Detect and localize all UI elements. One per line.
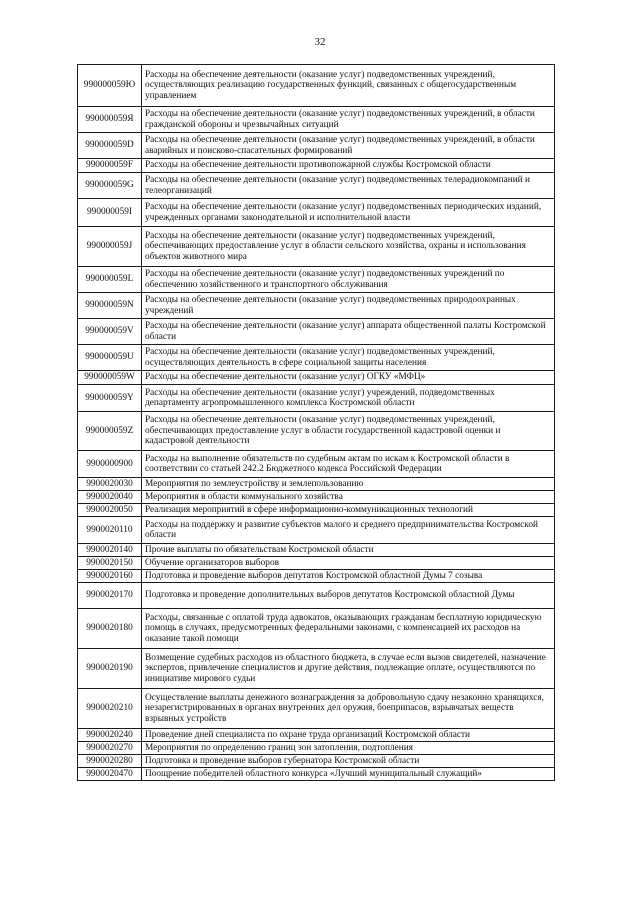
row-code: 9900020040	[78, 491, 142, 504]
row-description: Расходы на обеспечение деятельности (оказание услуг) подведомственных учреждений, обеспечивающих предоставление услуг в области государственной кадастровой оценки и кадастровой деятельности	[142, 412, 555, 451]
table-row	[78, 570, 555, 583]
row-description: Расходы на обеспечение деятельности (оказание услуг) подведомственных учреждений, в области гражданской обороны и чрезвычайных ситуаций	[142, 107, 555, 133]
row-description: Расходы на обеспечение деятельности (оказание услуг) подведомственных учреждений по обеспечению хозяйственного и транспортного обслуживания	[142, 267, 555, 293]
row-code: 9900020190	[78, 649, 142, 689]
row-description: Расходы на обеспечение деятельности (оказание услуг) ОГКУ «МФЦ»	[142, 371, 555, 385]
row-description: Обучение организаторов выборов	[142, 557, 555, 570]
row-code: 990000059Y	[78, 385, 142, 412]
row-description: Поощрение победителей областного конкурса «Лучший муниципальный служащий»	[142, 768, 555, 781]
table-row	[78, 107, 555, 133]
table-row	[78, 385, 555, 412]
row-code: 9900020180	[78, 609, 142, 649]
row-code: 990000059G	[78, 173, 142, 199]
row-code: 9900020470	[78, 768, 142, 781]
table-row	[78, 173, 555, 199]
row-description: Расходы на обеспечение деятельности (оказание услуг) подведомственных природоохранных учреждений	[142, 293, 555, 319]
row-code: 9900020030	[78, 478, 142, 491]
row-description: Расходы на обеспечение деятельности (оказание услуг) подведомственных учреждений, осуществляющих реализацию государственных функций, связанных с общегосударственным управлением	[142, 65, 555, 107]
row-description: Расходы на обеспечение деятельности (оказание услуг) аппарата общественной палаты Костромской области	[142, 319, 555, 345]
table-row	[78, 133, 555, 159]
row-code: 990000059I	[78, 199, 142, 227]
row-description: Реализация мероприятий в сфере информационно-коммуникационных технологий	[142, 504, 555, 517]
table-row	[78, 199, 555, 227]
row-description: Проведение дней специалиста по охране труда организаций Костромской области	[142, 729, 555, 742]
row-description: Расходы на обеспечение деятельности (оказание услуг) подведомственных телерадиокомпаний и телеорганизаций	[142, 173, 555, 199]
row-description: Расходы на обеспечение деятельности (оказание услуг) подведомственных учреждений, в области аварийных и поисково-спасательных формирований	[142, 133, 555, 159]
row-code: 990000059U	[78, 345, 142, 371]
table-row	[78, 544, 555, 557]
row-description: Расходы на обеспечение деятельности (оказание услуг) учреждений, подведомственных департаменту агропромышленного комплекса Костромской области	[142, 385, 555, 412]
row-code: 9900020270	[78, 742, 142, 755]
row-code: 990000059N	[78, 293, 142, 319]
table-row	[78, 412, 555, 451]
row-code: 9900020150	[78, 557, 142, 570]
row-description: Осуществление выплаты денежного вознаграждения за добровольную сдачу незаконно хранящихся, незарегистрированных в органах внутренних дел оружия, боеприпасов, взрывчатых веществ взрывных устройств	[142, 689, 555, 729]
table-row	[78, 583, 555, 609]
row-code: 9900020170	[78, 583, 142, 609]
table-row	[78, 557, 555, 570]
row-description: Подготовка и проведение дополнительных выборов депутатов Костромской областной Думы	[142, 583, 555, 609]
row-code: 9900020240	[78, 729, 142, 742]
table-row	[78, 742, 555, 755]
row-code: 990000059D	[78, 133, 142, 159]
row-code: 990000059V	[78, 319, 142, 345]
row-code: 9900020110	[78, 517, 142, 544]
row-code: 9900020160	[78, 570, 142, 583]
table-row	[78, 609, 555, 649]
row-description: Мероприятия в области коммунального хозяйства	[142, 491, 555, 504]
row-description: Расходы на обеспечение деятельности (оказание услуг) подведомственных периодических изданий, учрежденных органами законодательной и исполнительной власти	[142, 199, 555, 227]
table-row	[78, 319, 555, 345]
row-description: Мероприятия по землеустройству и землепользованию	[142, 478, 555, 491]
table-row	[78, 491, 555, 504]
row-description: Расходы на выполнение обязательств по судебным актам по искам к Костромской области в соответствии со статьей 242.2 Бюджетного кодекса Российской Федерации	[142, 451, 555, 478]
budget-codes-table	[77, 64, 555, 781]
table-body	[78, 65, 555, 781]
row-code: 990000059L	[78, 267, 142, 293]
row-code: 990000059Z	[78, 412, 142, 451]
row-code: 990000059Ю	[78, 65, 142, 107]
table-row	[78, 159, 555, 173]
table-row	[78, 478, 555, 491]
table-row	[78, 517, 555, 544]
table-row	[78, 689, 555, 729]
row-code: 990000059F	[78, 159, 142, 173]
row-code: 9900020280	[78, 755, 142, 768]
row-description: Расходы на обеспечение деятельности противопожарной службы Костромской области	[142, 159, 555, 173]
row-description: Расходы на обеспечение деятельности (оказание услуг) подведомственных учреждений, осуществляющих деятельность в сфере социальной защиты населения	[142, 345, 555, 371]
table-row	[78, 227, 555, 267]
row-description: Прочие выплаты по обязательствам Костромской области	[142, 544, 555, 557]
row-code: 9900020050	[78, 504, 142, 517]
row-description: Расходы на обеспечение деятельности (оказание услуг) подведомственных учреждений, обеспечивающих предоставление услуг в области сельского хозяйства, охраны и использования объектов животного мира	[142, 227, 555, 267]
table-row	[78, 293, 555, 319]
table-row	[78, 345, 555, 371]
row-description: Расходы на поддержку и развитие субъектов малого и среднего предпринимательства Костромской области	[142, 517, 555, 544]
row-description: Мероприятия по определению границ зон затопления, подтопления	[142, 742, 555, 755]
table-row	[78, 729, 555, 742]
table-row	[78, 451, 555, 478]
table-row	[78, 768, 555, 781]
table-row	[78, 371, 555, 385]
row-code: 9900020210	[78, 689, 142, 729]
row-code: 990000059W	[78, 371, 142, 385]
row-code: 9900000900	[78, 451, 142, 478]
row-description: Подготовка и проведение выборов губернатора Костромской области	[142, 755, 555, 768]
table-row	[78, 649, 555, 689]
page-number: 32	[314, 36, 326, 48]
row-code: 9900020140	[78, 544, 142, 557]
table-row	[78, 755, 555, 768]
table-row	[78, 267, 555, 293]
table-row	[78, 65, 555, 107]
table-row	[78, 504, 555, 517]
row-code: 990000059Я	[78, 107, 142, 133]
row-code: 990000059J	[78, 227, 142, 267]
row-description: Расходы, связанные с оплатой труда адвокатов, оказывающих гражданам бесплатную юридическую помощь в случаях, предусмотренных федеральными законами, с компенсацией их расходов на оказание такой помощи	[142, 609, 555, 649]
row-description: Возмещение судебных расходов из областного бюджета, в случае если вызов свидетелей, назначение экспертов, привлечение специалистов и другие действия, подлежащие оплате, осуществляются по инициативе мирового судьи	[142, 649, 555, 689]
row-description: Подготовка и проведение выборов депутатов Костромской областной Думы 7 созыва	[142, 570, 555, 583]
